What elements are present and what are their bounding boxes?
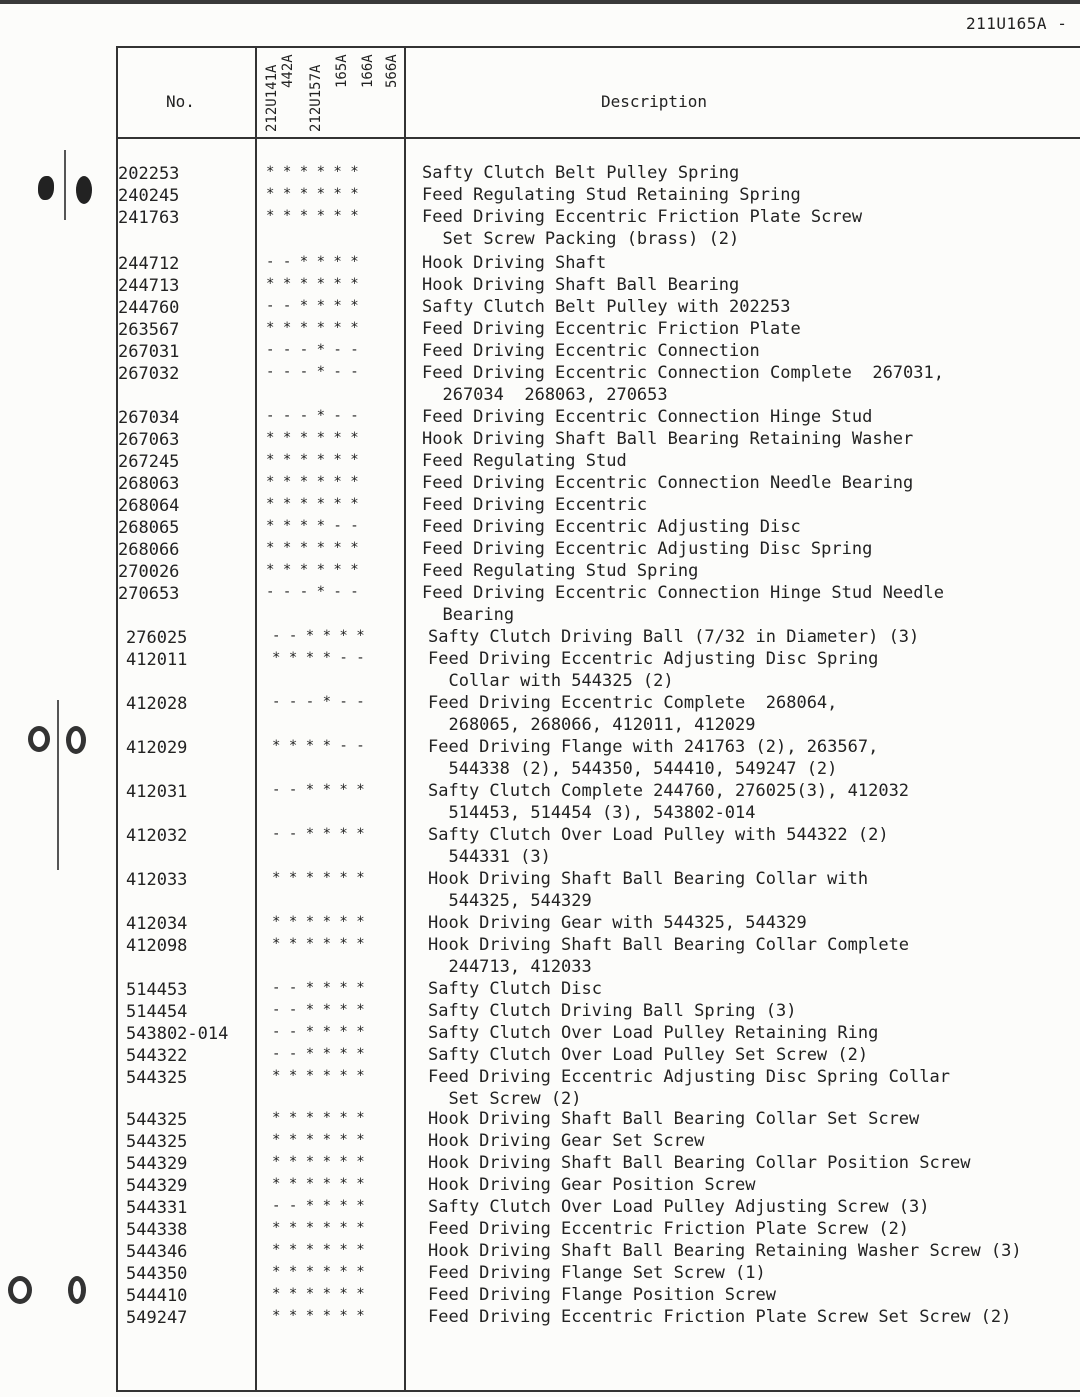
part-number: 412028	[126, 694, 188, 714]
part-description: Hook Driving Shaft Ball Bearing Retaining Washer	[422, 429, 914, 449]
part-description: Hook Driving Shaft	[422, 253, 607, 273]
part-number: 268066	[118, 540, 180, 560]
part-description: Feed Driving Flange Set Screw (1)	[428, 1263, 766, 1283]
part-number: 412031	[126, 782, 188, 802]
punch-hole-icon	[66, 726, 86, 754]
model-availability-flags: * * * * * *	[272, 914, 365, 930]
part-description: Hook Driving Shaft Ball Bearing Collar Position Screw	[428, 1153, 971, 1173]
part-description: Feed Driving Flange with 241763 (2), 263567,	[428, 737, 879, 757]
part-description: Hook Driving Gear with 544325, 544329	[428, 913, 807, 933]
part-description: Feed Driving Eccentric Connection Complete 267031,	[422, 363, 944, 383]
model-availability-flags: - - - * - -	[266, 342, 359, 358]
part-number: 412032	[126, 826, 188, 846]
part-description: Feed Driving Eccentric Complete 268064,	[428, 693, 838, 713]
part-number: 268064	[118, 496, 180, 516]
part-description: Hook Driving Gear Position Screw	[428, 1175, 756, 1195]
part-number: 544325	[126, 1068, 188, 1088]
part-description: Feed Driving Eccentric Connection Needle Bearing	[422, 473, 914, 493]
part-number: 514453	[126, 980, 188, 1000]
part-description: Hook Driving Shaft Ball Bearing Collar Complete	[428, 935, 910, 955]
model-availability-flags: * * * * * *	[266, 208, 359, 224]
part-number: 543802-014	[126, 1024, 229, 1044]
part-number: 276025	[126, 628, 188, 648]
header-divider	[116, 137, 1080, 139]
part-number: 270026	[118, 562, 180, 582]
part-description: Safty Clutch Disc	[428, 979, 602, 999]
part-description: 544325, 544329	[428, 891, 592, 911]
part-number: 263567	[118, 320, 180, 340]
part-number: 268063	[118, 474, 180, 494]
model-availability-flags: - - * * * *	[272, 826, 365, 842]
model-availability-flags: * * * * - -	[266, 518, 359, 534]
margin-mark	[64, 150, 66, 220]
part-description: Feed Driving Eccentric	[422, 495, 648, 515]
part-description: Collar with 544325 (2)	[428, 671, 674, 691]
part-description: 514453, 514454 (3), 543802-014	[428, 803, 756, 823]
part-description: Set Screw (2)	[428, 1089, 582, 1109]
model-availability-flags: - - - * - -	[266, 584, 359, 600]
part-number: 544346	[126, 1242, 188, 1262]
model-header: 442A	[280, 54, 296, 88]
part-description: Safty Clutch Driving Ball (7/32 in Diameter) (3)	[428, 627, 920, 647]
model-availability-flags: * * * * * *	[272, 870, 365, 886]
part-description: Feed Driving Eccentric Friction Plate	[422, 319, 801, 339]
part-description: Hook Driving Shaft Ball Bearing Collar with	[428, 869, 869, 889]
model-header: 166A	[360, 54, 376, 88]
part-number: 412029	[126, 738, 188, 758]
model-availability-flags: - - * * * *	[272, 1024, 365, 1040]
model-availability-flags: * * * * * *	[266, 276, 359, 292]
part-number: 544329	[126, 1176, 188, 1196]
part-description: 544338 (2), 544350, 544410, 549247 (2)	[428, 759, 838, 779]
model-availability-flags: * * * * * *	[266, 430, 359, 446]
part-description: Feed Driving Eccentric Connection Hinge Stud Needle	[422, 583, 944, 603]
part-number: 267034	[118, 408, 180, 428]
part-number: 412034	[126, 914, 188, 934]
part-description: Feed Driving Eccentric Friction Plate Screw Set Screw (2)	[428, 1307, 1012, 1327]
part-number: 244712	[118, 254, 180, 274]
model-availability-flags: - - * * * *	[272, 980, 365, 996]
part-description: Feed Driving Eccentric Adjusting Disc Spring	[428, 649, 879, 669]
part-description: Safty Clutch Over Load Pulley Adjusting Screw (3)	[428, 1197, 930, 1217]
part-description: Feed Driving Eccentric Adjusting Disc	[422, 517, 801, 537]
model-availability-flags: - - * * * *	[266, 254, 359, 270]
model-header: 566A	[384, 54, 400, 88]
model-availability-flags: * * * * * *	[266, 474, 359, 490]
part-number: 267063	[118, 430, 180, 450]
model-availability-flags: * * * * * *	[272, 1154, 365, 1170]
column-divider	[404, 46, 406, 1392]
model-availability-flags: * * * * * *	[272, 1308, 365, 1324]
part-description: Safty Clutch Driving Ball Spring (3)	[428, 1001, 797, 1021]
model-availability-flags: * * * * * *	[266, 562, 359, 578]
part-description: Safty Clutch Complete 244760, 276025(3), 412032	[428, 781, 910, 801]
part-number: 514454	[126, 1002, 188, 1022]
part-number: 544350	[126, 1264, 188, 1284]
model-availability-flags: * * * * * *	[266, 186, 359, 202]
model-availability-flags: * * * * * *	[266, 540, 359, 556]
model-availability-flags: - - * * * *	[272, 628, 365, 644]
part-number: 240245	[118, 186, 180, 206]
punch-hole-icon	[38, 176, 54, 200]
header-no: No.	[166, 92, 195, 111]
part-description: Safty Clutch Over Load Pulley Set Screw (2)	[428, 1045, 869, 1065]
header-description: Description	[601, 92, 707, 111]
punch-hole-icon	[68, 1276, 86, 1304]
model-availability-flags: * * * * * *	[272, 1242, 365, 1258]
part-number: 544322	[126, 1046, 188, 1066]
part-number: 202253	[118, 164, 180, 184]
part-number: 544410	[126, 1286, 188, 1306]
part-description: Safty Clutch Belt Pulley with 202253	[422, 297, 791, 317]
top-edge-line	[0, 0, 1080, 4]
part-number: 412033	[126, 870, 188, 890]
model-availability-flags: - - * * * *	[272, 1198, 365, 1214]
part-number: 544338	[126, 1220, 188, 1240]
part-description: Feed Driving Flange Position Screw	[428, 1285, 776, 1305]
part-description: Feed Regulating Stud Spring	[422, 561, 699, 581]
part-description: 267034 268063, 270653	[422, 385, 668, 405]
model-header: 212U157A	[308, 64, 324, 132]
model-availability-flags: - - - * - -	[266, 408, 359, 424]
model-header: 165A	[334, 54, 350, 88]
model-availability-flags: * * * * * *	[266, 496, 359, 512]
punch-hole-icon	[8, 1276, 32, 1304]
margin-mark	[57, 700, 59, 870]
part-number: 544329	[126, 1154, 188, 1174]
punch-hole-icon	[76, 176, 92, 204]
part-number: 244713	[118, 276, 180, 296]
part-description: Hook Driving Shaft Ball Bearing Collar Set Screw	[428, 1109, 920, 1129]
part-number: 270653	[118, 584, 180, 604]
part-description: Feed Driving Eccentric Connection Hinge Stud	[422, 407, 873, 427]
model-availability-flags: - - * * * *	[272, 782, 365, 798]
part-number: 268065	[118, 518, 180, 538]
part-description: Feed Driving Eccentric Friction Plate Screw	[422, 207, 863, 227]
model-availability-flags: * * * * * *	[266, 452, 359, 468]
part-description: Feed Driving Eccentric Adjusting Disc Spring	[422, 539, 873, 559]
part-number: 267031	[118, 342, 180, 362]
part-description: Bearing	[422, 605, 515, 625]
part-number: 412098	[126, 936, 188, 956]
part-description: 544331 (3)	[428, 847, 551, 867]
model-availability-flags: * * * * * *	[272, 1176, 365, 1192]
part-description: Hook Driving Shaft Ball Bearing Retaining Washer Screw (3)	[428, 1241, 1022, 1261]
model-availability-flags: - - * * * *	[272, 1002, 365, 1018]
model-availability-flags: * * * * * *	[266, 320, 359, 336]
model-availability-flags: * * * * * *	[272, 1286, 365, 1302]
part-number: 544325	[126, 1110, 188, 1130]
part-description: Feed Driving Eccentric Adjusting Disc Spring Collar	[428, 1067, 950, 1087]
part-description: Feed Driving Eccentric Connection	[422, 341, 760, 361]
document-id: 211U165A -	[966, 14, 1068, 33]
punch-hole-icon	[28, 726, 50, 752]
part-description: Feed Driving Eccentric Friction Plate Screw (2)	[428, 1219, 910, 1239]
model-header: 212U141A	[264, 64, 280, 132]
model-availability-flags: * * * * - -	[272, 738, 365, 754]
model-availability-flags: * * * * * *	[272, 1132, 365, 1148]
part-number: 544331	[126, 1198, 188, 1218]
part-number: 412011	[126, 650, 188, 670]
model-availability-flags: * * * * * *	[272, 1068, 365, 1084]
model-availability-flags: * * * * - -	[272, 650, 365, 666]
part-number: 267245	[118, 452, 180, 472]
model-availability-flags: - - * * * *	[272, 1046, 365, 1062]
part-number: 241763	[118, 208, 180, 228]
model-availability-flags: - - * * * *	[266, 298, 359, 314]
part-number: 267032	[118, 364, 180, 384]
part-description: Safty Clutch Over Load Pulley Retaining Ring	[428, 1023, 879, 1043]
part-description: Safty Clutch Belt Pulley Spring	[422, 163, 740, 183]
part-description: Set Screw Packing (brass) (2)	[422, 229, 740, 249]
column-divider	[255, 46, 257, 1392]
part-description: Feed Regulating Stud	[422, 451, 627, 471]
part-description: Feed Regulating Stud Retaining Spring	[422, 185, 801, 205]
model-availability-flags: - - - * - -	[272, 694, 365, 710]
model-availability-flags: * * * * * *	[272, 1220, 365, 1236]
part-description: Hook Driving Gear Set Screw	[428, 1131, 705, 1151]
part-description: 244713, 412033	[428, 957, 592, 977]
part-number: 549247	[126, 1308, 188, 1328]
model-availability-flags: * * * * * *	[266, 164, 359, 180]
part-number: 244760	[118, 298, 180, 318]
part-description: 268065, 268066, 412011, 412029	[428, 715, 756, 735]
model-availability-flags: * * * * * *	[272, 936, 365, 952]
part-description: Safty Clutch Over Load Pulley with 544322 (2)	[428, 825, 889, 845]
model-availability-flags: * * * * * *	[272, 1110, 365, 1126]
part-number: 544325	[126, 1132, 188, 1152]
model-availability-flags: * * * * * *	[272, 1264, 365, 1280]
model-availability-flags: - - - * - -	[266, 364, 359, 380]
part-description: Hook Driving Shaft Ball Bearing	[422, 275, 740, 295]
